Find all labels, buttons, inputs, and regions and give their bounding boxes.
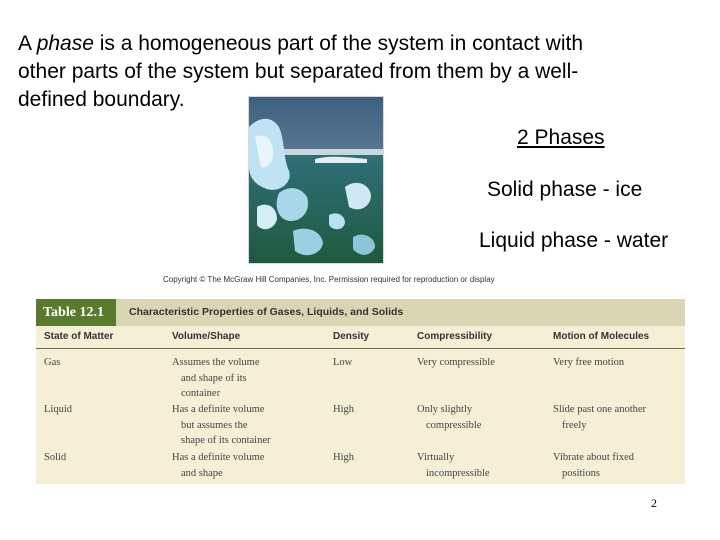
cell-motion xyxy=(553,450,634,481)
copyright-notice: Copyright © The McGraw Hill Companies, Inc. Permission required for reproduction or display xyxy=(163,275,495,284)
intro-prefix: A xyxy=(18,32,37,55)
cell-density: High xyxy=(333,404,354,415)
header-rule xyxy=(36,348,685,349)
iceberg-photo xyxy=(248,96,384,264)
header-volume: Volume/Shape xyxy=(172,331,241,342)
intro-emphasis: phase xyxy=(36,32,94,55)
table-title-bar xyxy=(36,299,685,326)
cell-volume-line: container xyxy=(181,388,221,399)
cell-motion xyxy=(553,402,646,433)
cell-compressibility-line: Only slightly xyxy=(417,404,473,415)
header-motion: Motion of Molecules xyxy=(553,331,650,342)
intro-line1-rest: is a homogeneous part of the system in contact with xyxy=(93,32,583,55)
cell-motion-line: Slide past one another xyxy=(553,404,647,415)
cell-volume-line: Has a definite volume xyxy=(172,404,265,415)
cell-motion xyxy=(553,355,624,371)
cell-state: Solid xyxy=(44,452,67,463)
page-number: 2 xyxy=(651,496,657,510)
cell-volume xyxy=(172,450,264,481)
cell-motion-line: Vibrate about fixed xyxy=(553,452,635,463)
cell-compressibility xyxy=(417,450,490,481)
cell-volume-line: and shape xyxy=(181,467,223,479)
intro-line2: other parts of the system but separated from them by a well- xyxy=(18,60,579,83)
properties-table xyxy=(36,299,685,484)
cell-volume-line: Has a definite volume xyxy=(172,452,265,463)
cell-compressibility-line: Virtually xyxy=(417,452,455,463)
cell-state: Liquid xyxy=(44,404,72,415)
cell-state: Gas xyxy=(44,357,61,368)
liquid-phase-label: Liquid phase - water xyxy=(479,229,669,252)
cell-compressibility-line: compressible xyxy=(426,419,482,431)
cell-volume xyxy=(172,402,271,449)
header-compressibility: Compressibility xyxy=(417,331,493,342)
cell-density: High xyxy=(333,452,354,463)
cell-compressibility xyxy=(417,402,481,433)
header-state: State of Matter xyxy=(44,331,114,342)
table-label: Table 12.1 xyxy=(36,299,116,326)
phases-heading: 2 Phases xyxy=(517,126,605,149)
cell-volume-line: shape of its container xyxy=(181,435,271,446)
intro-line3: defined boundary. xyxy=(18,88,185,111)
iceberg-illustration xyxy=(249,97,383,263)
cell-motion-line: Very free motion xyxy=(553,357,625,368)
cell-volume-line: and shape of its xyxy=(181,372,247,384)
table-caption: Characteristic Properties of Gases, Liquids, and Solids xyxy=(129,306,404,318)
cell-motion-line: positions xyxy=(562,467,600,479)
cell-volume xyxy=(172,355,260,402)
cell-compressibility-line: Very compressible xyxy=(417,357,495,368)
cell-volume-line: Assumes the volume xyxy=(172,357,260,368)
solid-phase-label: Solid phase - ice xyxy=(487,178,643,201)
cell-compressibility xyxy=(417,355,495,371)
cell-compressibility-line: incompressible xyxy=(426,467,490,479)
header-density: Density xyxy=(333,331,370,342)
cell-volume-line: but assumes the xyxy=(181,419,248,431)
cell-motion-line: freely xyxy=(562,419,587,431)
cell-density: Low xyxy=(333,357,353,368)
